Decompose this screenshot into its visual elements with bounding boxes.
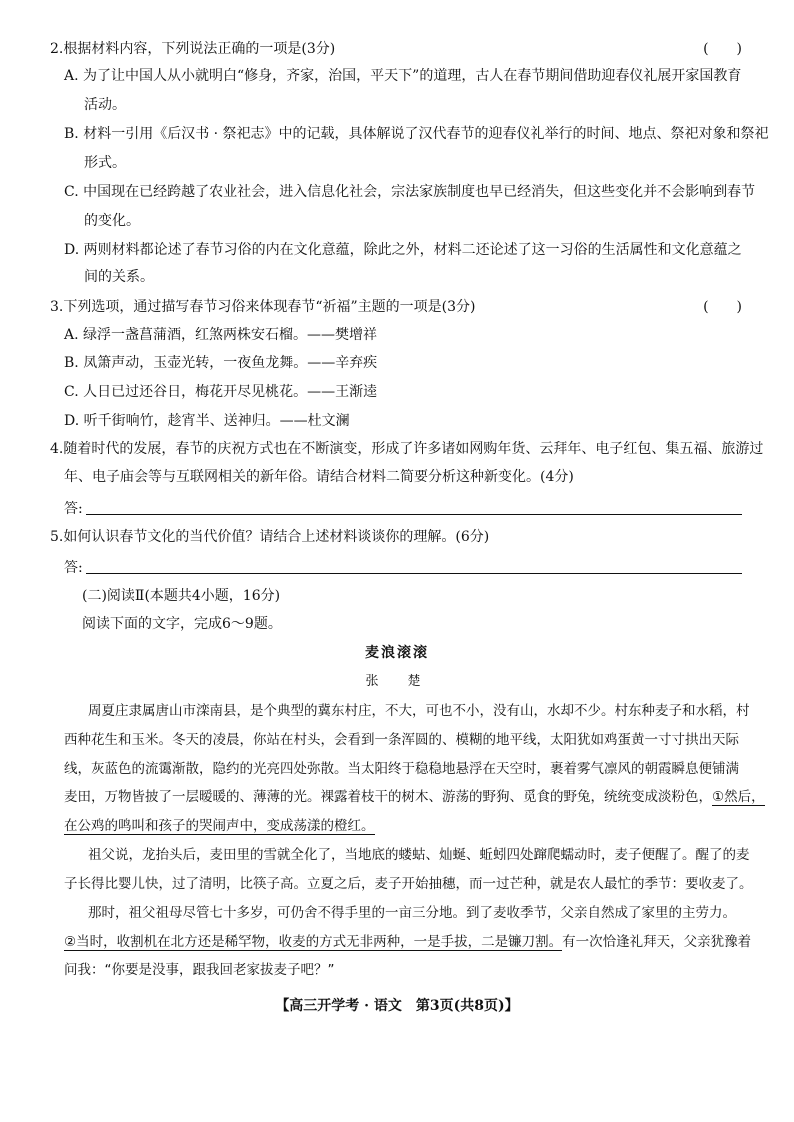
underlined-sentence-1-end: 在公鸡的鸣叫和孩子的哭闹声中，变成荡漾的橙红。 bbox=[64, 818, 375, 834]
article-author: 张 楚 bbox=[365, 674, 429, 689]
question-3-option-d: D. 听千街响竹，趁宵半、送神归。——杜文澜 bbox=[64, 413, 350, 429]
question-4-answer-line[interactable] bbox=[86, 514, 742, 515]
question-3-option-c: C. 人日已过还谷日，梅花开尽见桃花。——王渐逵 bbox=[64, 384, 378, 400]
page-footer: 【高三开学考 · 语文 第3页(共8页)】 bbox=[275, 998, 519, 1014]
question-2-option-a-cont: 活动。 bbox=[84, 97, 126, 113]
underlined-sentence-1-start: ①然后， bbox=[712, 789, 765, 805]
question-2-answer-bracket: ( ) bbox=[703, 41, 742, 57]
question-5-line-1: 5.如何认识春节文化的当代价值？请结合上述材料谈谈你的理解。(6分) bbox=[50, 529, 490, 545]
question-3-option-a: A. 绿浮一盏菖蒲酒，红煞两株安石榴。——樊增祥 bbox=[64, 327, 378, 343]
question-3-answer-bracket: ( ) bbox=[703, 299, 742, 315]
question-5-answer-line[interactable] bbox=[86, 573, 742, 574]
question-3-stem-row bbox=[50, 297, 742, 317]
question-4-line-1: 4.随着时代的发展，春节的庆祝方式也在不断演变，形成了许多诸如网购年货、云拜年、电子红包、集五福、旅游过 bbox=[50, 441, 764, 457]
question-2-option-b-cont: 形式。 bbox=[84, 155, 126, 171]
question-4-answer-label: 答: bbox=[64, 501, 83, 517]
question-2-option-c-cont: 的变化。 bbox=[84, 213, 140, 229]
question-2-stem: 2.根据材料内容，下列说法正确的一项是(3分) bbox=[50, 41, 336, 57]
question-2-option-c: C. 中国现在已经跨越了农业社会，进入信息化社会，宗法家族制度也早已经消失，但这些变化并不会影响到春节 bbox=[64, 184, 756, 200]
question-5-answer-row[interactable] bbox=[64, 557, 742, 577]
article-paragraph-1-line-4 bbox=[64, 787, 765, 807]
question-2-stem-row bbox=[50, 39, 742, 59]
article-paragraph-1-line-5 bbox=[64, 816, 744, 836]
article-paragraph-1-line-1: 周夏庄隶属唐山市滦南县，是个典型的冀东村庄，不大，可也不小，没有山，水却不少。村东种麦子和水稻，村 bbox=[88, 703, 750, 719]
section-heading: (二)阅读Ⅱ(本题共4小题，16分) bbox=[82, 588, 281, 604]
question-3-stem: 3.下列选项，通过描写春节习俗来体现春节“祈福”主题的一项是(3分) bbox=[50, 299, 476, 315]
question-2-option-d: D. 两则材料都论述了春节习俗的内在文化意蕴，除此之外，材料二还论述了这一习俗的生活属性和文化意蕴之 bbox=[64, 242, 742, 258]
article-title: 麦浪滚滚 bbox=[365, 645, 429, 661]
article-paragraph-1-line-2: 西种花生和玉米。冬天的凌晨，你站在村头，会看到一条浑圆的、模糊的地平线，太阳犹如鸡蛋黄一寸寸拱出天际 bbox=[64, 732, 739, 748]
article-text: 有一次恰逢礼拜天，父亲犹豫着 bbox=[562, 934, 752, 950]
question-3-option-b: B. 凤箫声动，玉壶光转，一夜鱼龙舞。——辛弃疾 bbox=[64, 355, 378, 371]
article-paragraph-3-line-1: 那时，祖父祖母尽管七十多岁，可仍舍不得手里的一亩三分地。到了麦收季节，父亲自然成了家里的主劳力。 bbox=[88, 905, 736, 921]
article-paragraph-2-line-2: 子长得比婴儿快，过了清明，比筷子高。立夏之后，麦子开始抽穗，而一过芒种，就是农人最忙的季节：要收麦了。 bbox=[64, 876, 753, 892]
underlined-sentence-2: ②当时，收割机在北方还是稀罕物，收麦的方式无非两种，一是手拔，二是镰刀割。 bbox=[64, 934, 563, 950]
article-paragraph-1-line-3: 线，灰蓝色的流霭渐散，隐约的光亮四处弥散。当太阳终于稳稳地悬浮在天空时，裹着雾气凛风的朝霞瞬息便铺满 bbox=[64, 761, 739, 777]
article-text: 麦田，万物皆披了一层暧暖的、薄薄的光。裸露着枝干的树木、游荡的野狗、觅食的野兔，统统变成淡粉色， bbox=[64, 789, 712, 805]
question-2-option-a: A. 为了让中国人从小就明白“修身，齐家，治国，平天下”的道理，古人在春节期间借助迎春仪礼展开家国教育 bbox=[64, 68, 742, 84]
question-2-option-d-cont: 间的关系。 bbox=[84, 269, 154, 285]
article-paragraph-3-line-3: 问我：“你要是没事，跟我回老家拔麦子吧？” bbox=[64, 962, 335, 978]
article-paragraph-3-line-2 bbox=[64, 932, 752, 952]
article-paragraph-2-line-1: 祖父说，龙抬头后，麦田里的雪就全化了，当地底的蝼蛄、灿蜒、蚯蚓四处蹿爬蠕动时，麦子便醒了。醒了的麦 bbox=[88, 847, 750, 863]
question-4-answer-row[interactable] bbox=[64, 498, 742, 518]
question-2-option-b: B. 材料一引用《后汉书 · 祭祀志》中的记载，具体解说了汉代春节的迎春仪礼举行的时间、地点、祭祀对象和祭祀 bbox=[64, 126, 769, 142]
question-5-answer-label: 答: bbox=[64, 560, 83, 576]
section-instruction: 阅读下面的文字，完成6～9题。 bbox=[82, 616, 282, 632]
question-4-line-2: 年、电子庙会等与互联网相关的新年俗。请结合材料二简要分析这种新变化。(4分) bbox=[64, 469, 574, 485]
